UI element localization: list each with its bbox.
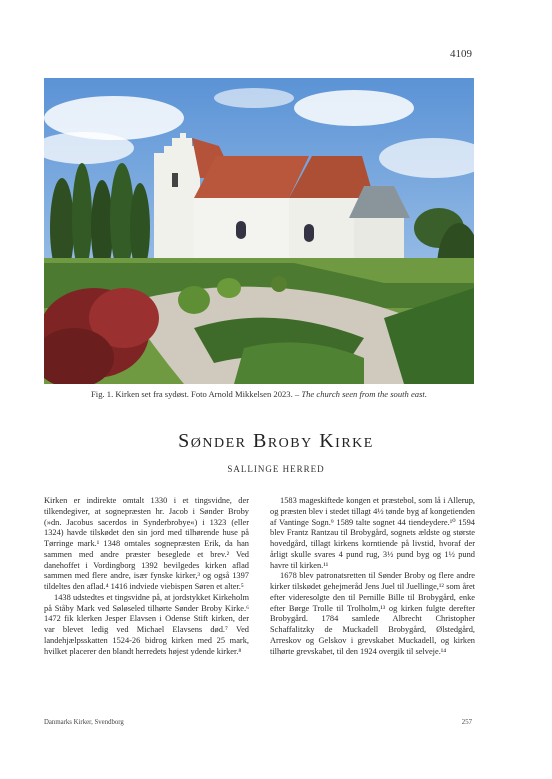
paragraph: Kirken er indirekte omtalt 1330 i et tingsvidne, der tilkendegiver, at sognepræsten hr. Jacob i Sønder Broby (»dn. Jacobus sacerdos in Synderbrobye«) i 1323 (eller 1324) havde tilskødet den sin jord med tilhørende huse på Tørringe mark.¹ 1348 omtales sognepræsten Erik, da han sammen med andre præster beseglede et brev.² Ved danehoffet i Vordingborg 1392 bevilgedes kirken aflad sammen med flere andre, især fynske kirker,³ og også 1397 tildeltes den aflad.⁴ 1416 indviede viebispen Søren et alter.⁵ xyxy=(44,496,249,591)
paragraph: 1438 udstedtes et tingsvidne på, at jordstykket Kirkeholm på Ståby Mark ved Søløseled tilhørte Sønder Broby Kirke.⁶ 1472 fik klerken Jesper Elavsen i Odense Stift kirken, der var blevet ledig ved Michael Elavsens død.⁷ Ved landehjælpsskatten 1524-26 bidrog kirken med 25 mark, hvilket placerer den blandt herredets højest ydende kirker.⁸ xyxy=(44,592,249,656)
paragraph: 1678 blev patronatsretten til Sønder Broby og flere andre kirker tilskødet gehejmeråd Jens Juel til Juellinge,¹² som året efter videresolgte den til Pernille Bille til Brobygård, enke efter Børge Trolle til Trolholm,¹³ og kirken fulgte derefter Brobygård. 1784 samlede Albrecht Christopher Schaffalitzky de Muckadell Brobygård, Ølstedgård, Arreskov og Gelskov i grevskabet Muckadell, og kirken tilhørte grevskabet, til den 1924 overgik til selveje.¹⁴ xyxy=(270,571,475,656)
district-subtitle: SALLINGE HERRED xyxy=(227,464,325,474)
church-illustration xyxy=(44,78,474,384)
footer-page-number: 257 xyxy=(461,719,472,726)
footer-publication: Danmarks Kirker, Svendborg xyxy=(44,719,124,726)
figure-caption xyxy=(44,389,474,399)
body-column-left xyxy=(44,496,249,657)
page-number: 4109 xyxy=(450,48,472,60)
church-title: Sønder Broby Kirke xyxy=(178,430,374,452)
caption-english: The church seen from the south east. xyxy=(301,389,427,399)
body-column-right xyxy=(270,496,475,657)
caption-danish: Fig. 1. Kirken set fra sydøst. Foto Arnold Mikkelsen 2023. – xyxy=(91,389,302,399)
paragraph: 1583 mageskiftede kongen et præstebol, som lå i Allerup, og præsten blev i stedet tillagt 4½ tønde byg af kongetienden af Vantinge Sogn.⁹ 1589 talte sognet 44 tiendeydere.¹⁰ 1594 blev Frantz Rantzau til Brobygård, sognets ældste og største hovedgård, tillagt kirkens korntiende på livstid, hvoraf der årligt skulle svares 4 pund rug, 3½ pund byg og 1½ pund havre til kirken.¹¹ xyxy=(270,496,475,570)
church-photo xyxy=(44,78,474,384)
